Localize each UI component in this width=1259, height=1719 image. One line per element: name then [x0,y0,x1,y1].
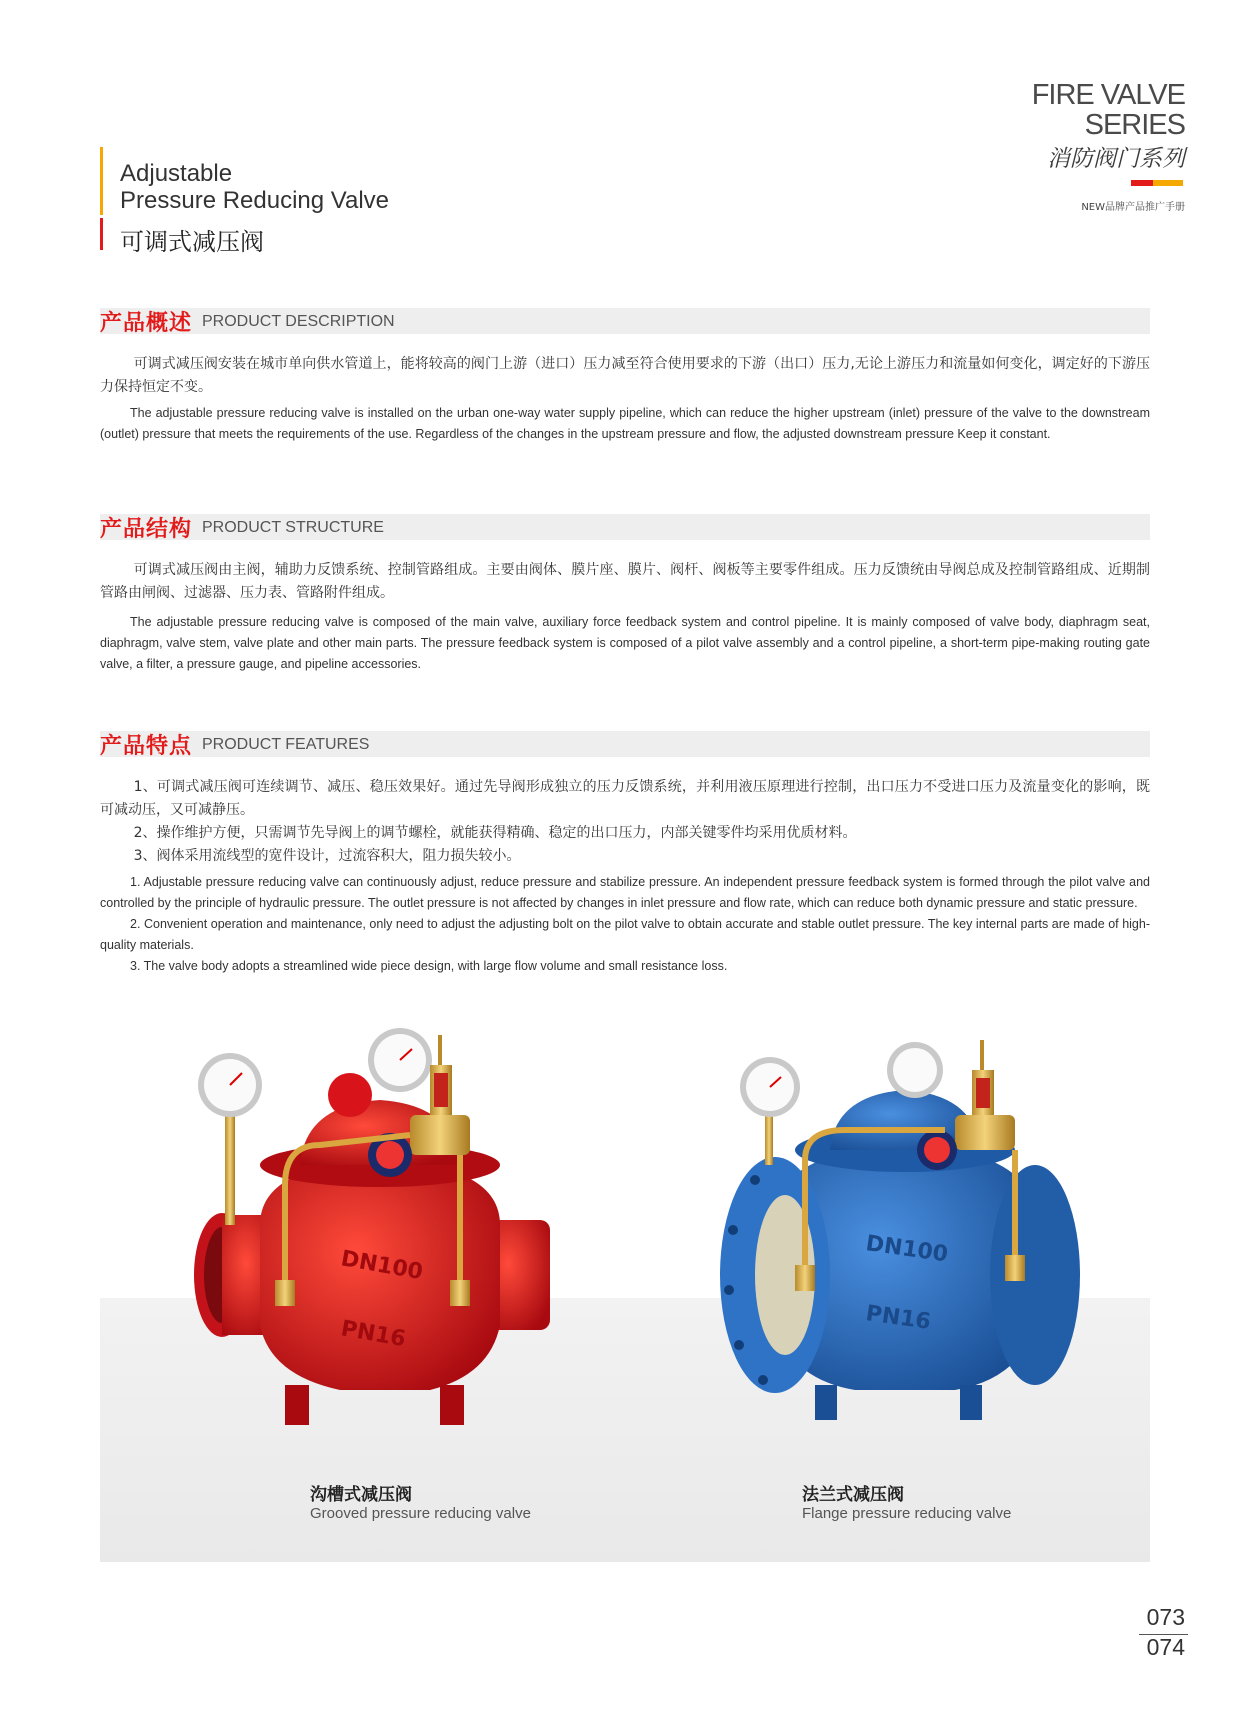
brand-manual-label: NEW品牌产品推广手册 [1081,202,1185,213]
brand-title-line2: SERIES [1084,109,1185,141]
page-number-right: 074 [1146,1634,1185,1660]
flange-valve-image [715,1040,1095,1440]
page-title-en [120,160,389,214]
section-heading-features-en: PRODUCT FEATURES [202,736,370,753]
feature-cn-1: 1、可调式减压阀可连续调节、减压、稳压效果好。通过先导阀形成独立的压力反馈系统，并利用液压原理进行控制，出口压力不受进口压力及流量变化的影响，既可减动压，又可减静压。 [100,779,1150,818]
section-heading-description-cn: 产品概述 [100,311,193,336]
feature-cn-2: 2、操作维护方便，只需调节先导阀上的调节螺栓，就能获得精确、稳定的出口压力，内部关键零件均采用优质材料。 [133,825,857,841]
flange-valve-name-en: Flange pressure reducing valve [802,1505,1012,1522]
page-title-en-line1: Adjustable [120,160,233,187]
brand-title [1032,80,1185,140]
features-list-en [100,872,1150,977]
page-title-cn: 可调式减压阀 [120,228,264,256]
feature-cn-3: 3、阀体采用流线型的宽件设计，过流容积大，阻力损失较小。 [133,848,521,864]
feature-en-3: 3. The valve body adopts a streamlined wide piece design, with large flow volume and small resistance loss. [130,959,728,973]
page-number-left: 073 [1146,1604,1185,1630]
grooved-valve-marking-pn: PN16 [338,1316,408,1353]
grooved-valve-marking-dn: DN100 [338,1246,425,1286]
grooved-valve-image [190,1025,570,1445]
features-list-cn [100,776,1150,868]
flange-valve-caption [802,1480,1011,1522]
description-text-cn: 可调式减压阀安装在城市单向供水管道上，能将较高的阀门上游（进口）压力减至符合使用要求的下游（出口）压力,无论上游压力和流量如何变化，调定好的下游压力保持恒定不变。 [100,356,1150,395]
brand-accent-yellow [1153,180,1183,186]
flange-valve-marking-pn: PN16 [864,1301,933,1336]
grooved-valve-caption [310,1480,531,1522]
brand-subtitle-cn: 消防阀门系列 [1047,146,1185,172]
brand-title-line1: FIRE VALVE [1031,79,1185,111]
title-accent-yellow [100,147,103,215]
grooved-valve-name-en: Grooved pressure reducing valve [310,1505,531,1522]
section-heading-structure-en: PRODUCT STRUCTURE [202,519,384,536]
feature-en-1: 1. Adjustable pressure reducing valve can continuously adjust, reduce pressure and stabilize pressure. An independent pressure feedback system is formed through the pilot valve and controlled by the principle of hydraulic pressure. The outlet pressure is not affected by changes in inlet pressure and flow rate, which can reduce both dynamic pressure and static pressure. [100,875,1150,910]
structure-text-cn: 可调式减压阀由主阀，辅助力反馈系统、控制管路组成。主要由阀体、膜片座、膜片、阀杆、阀板等主要零件组成。压力反馈统由导阀总成及控制管路组成、近期制管路由闸阀、过滤器、压力表、管路附件组成。 [100,562,1150,601]
grooved-valve-name-cn: 沟槽式减压阀 [310,1485,412,1505]
brand-accent-red [1131,180,1153,186]
section-heading-structure-cn: 产品结构 [100,517,193,542]
page-title-en-line2: Pressure Reducing Valve [120,187,390,214]
section-heading-description-en: PRODUCT DESCRIPTION [202,313,395,330]
section-heading-features-cn: 产品特点 [100,734,193,759]
title-accent-red [100,218,103,250]
structure-text-en: The adjustable pressure reducing valve is composed of the main valve, auxiliary force feedback system and control pipeline. It is mainly composed of valve body, diaphragm seat, diaphragm, valve stem, valve plate and other main parts. The pressure feedback system is composed of a pilot valve assembly and a control pipeline, a short-term pipe-making routing gate valve, a filter, a pressure gauge, and pipeline accessories. [100,615,1150,671]
flange-valve-marking-dn: DN100 [864,1231,950,1268]
flange-valve-name-cn: 法兰式减压阀 [802,1485,904,1505]
feature-en-2: 2. Convenient operation and maintenance, only need to adjust the adjusting bolt on the pilot valve to obtain accurate and stable outlet pressure. The key internal parts are made of high-quality materials. [100,917,1150,952]
description-text-en: The adjustable pressure reducing valve is installed on the urban one-way water supply pipeline, which can reduce the higher upstream (inlet) pressure of the valve to the downstream (outlet) pressure that meets the requirements of the use. Regardless of the changes in the upstream pressure and flow, the adjusted downstream pressure Keep it constant. [100,406,1150,441]
